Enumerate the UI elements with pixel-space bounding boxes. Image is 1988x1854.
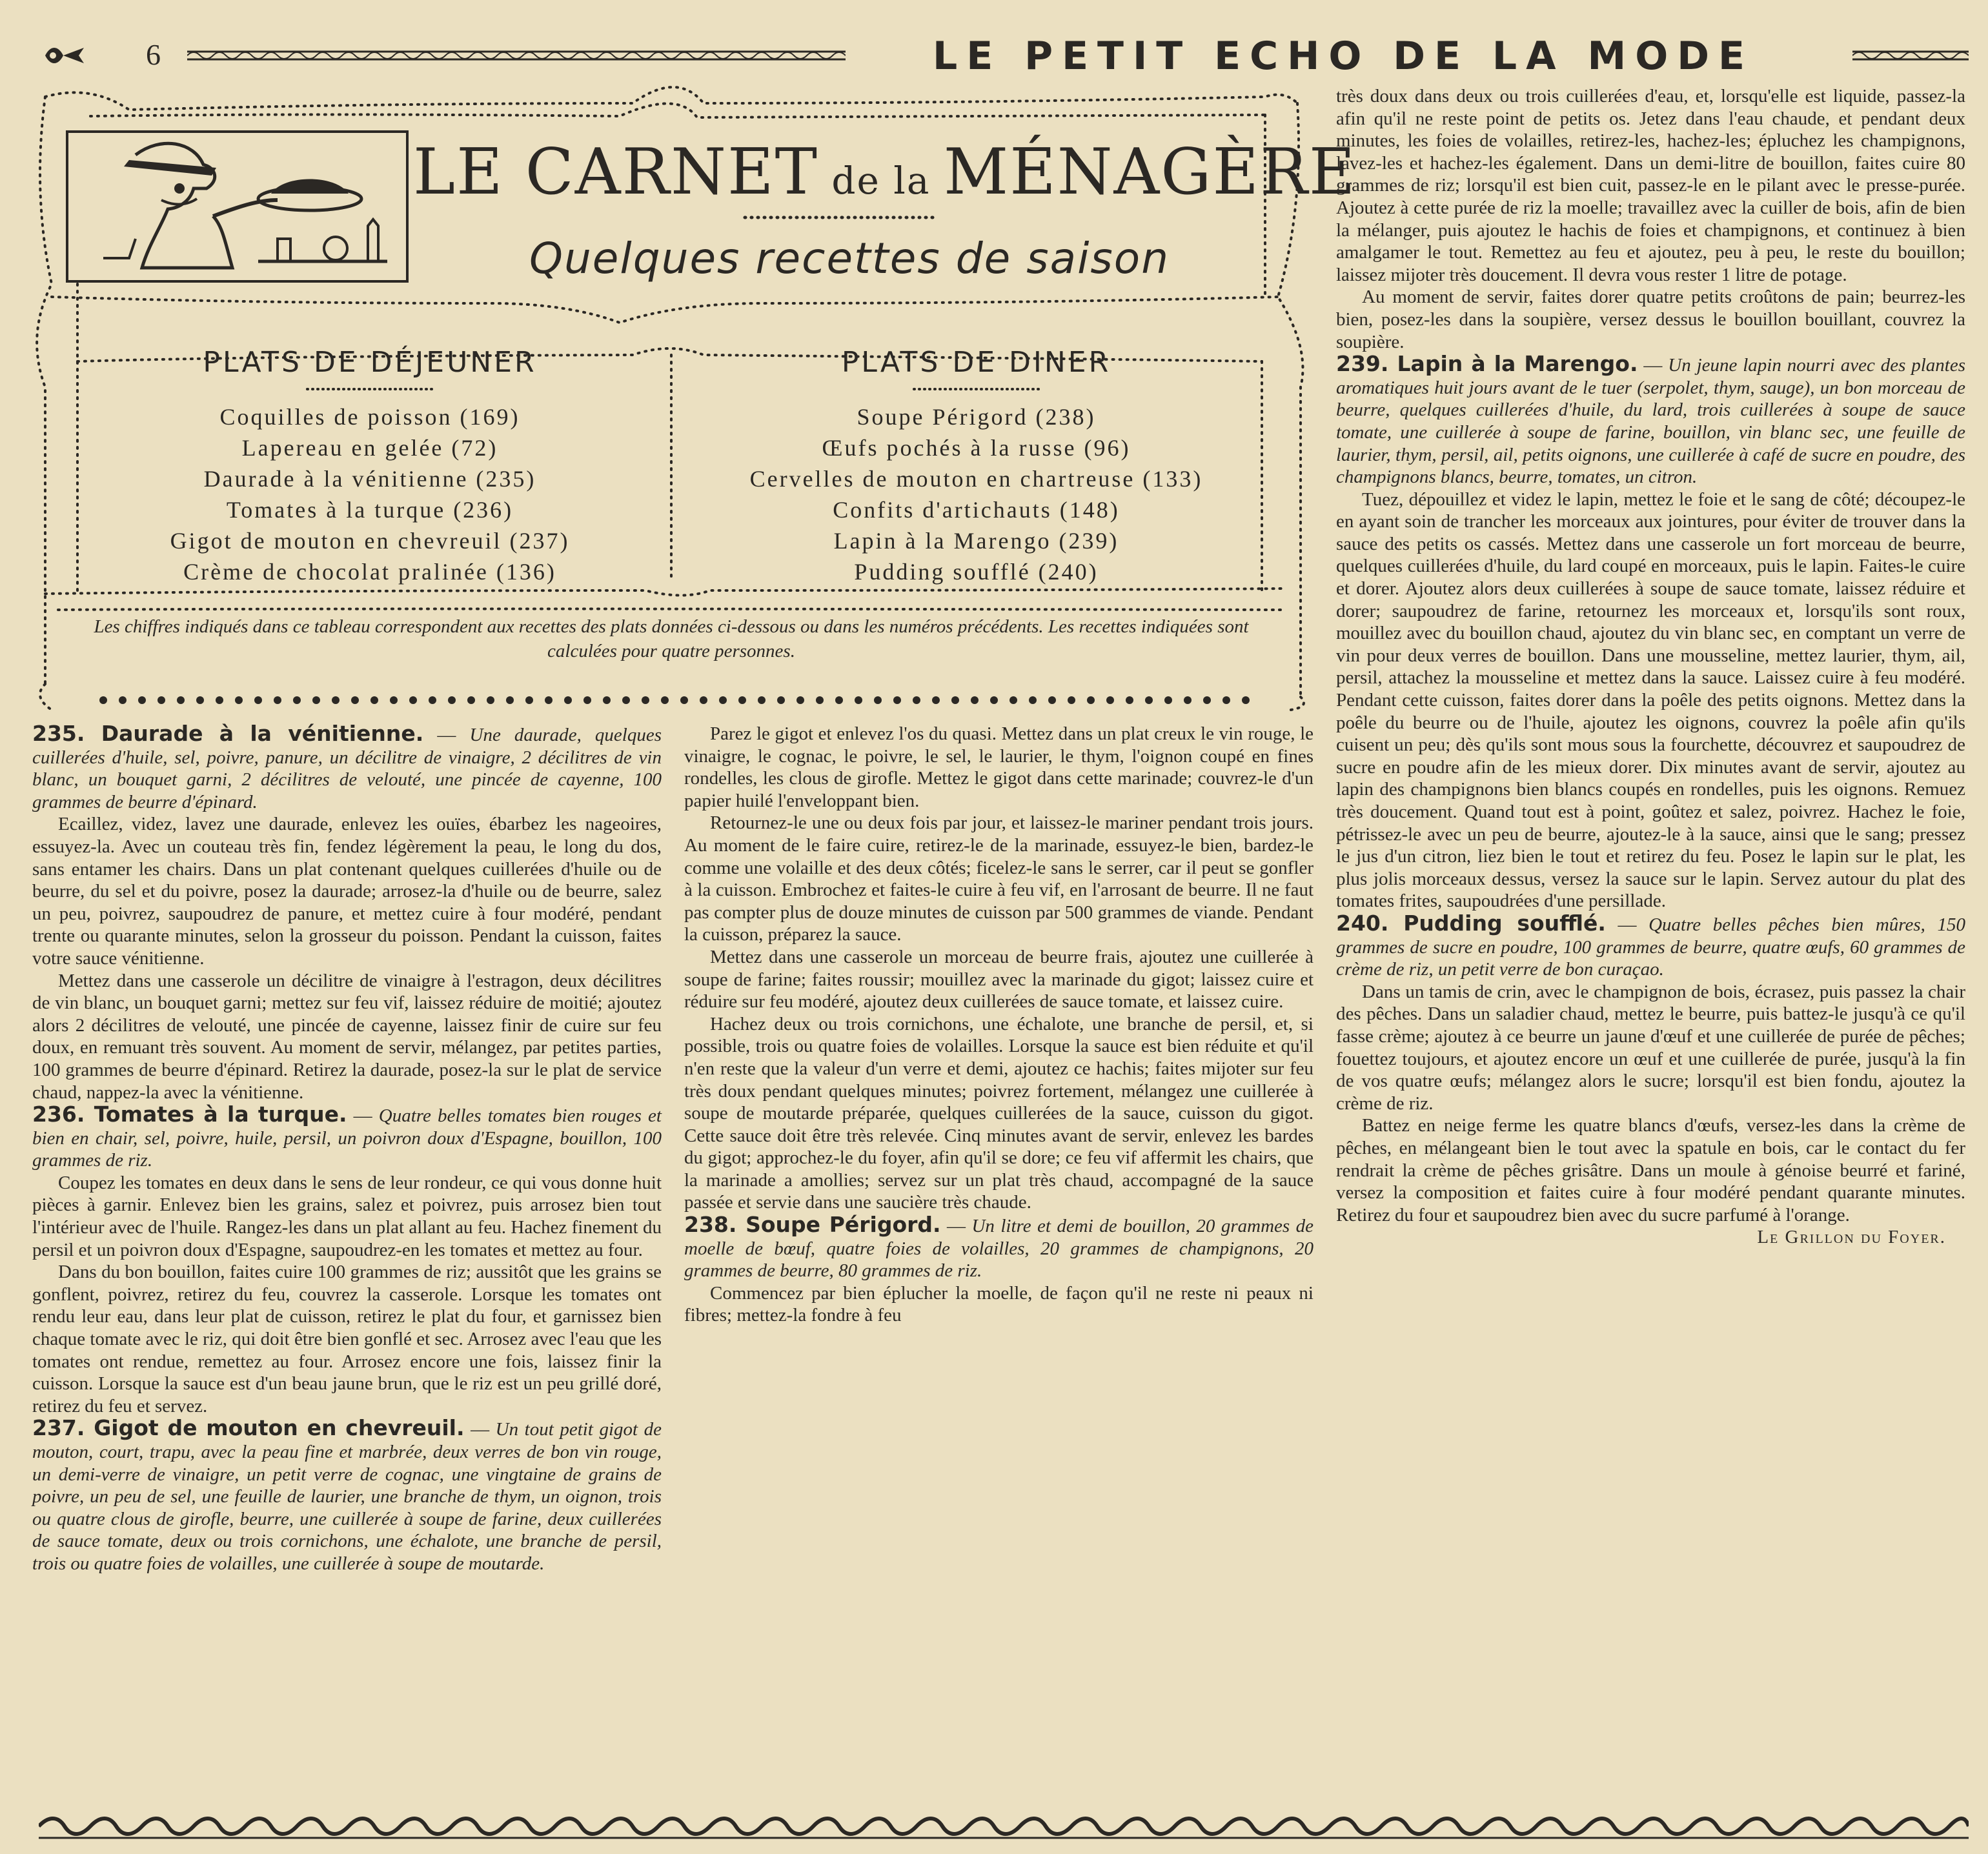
dinner-item: Cervelles de mouton en chartreuse (133) [749,466,1203,492]
recipe-paragraph: Tuez, dépouillez et videz le lapin, mettez le foie et le sang de côté; découpez-le en ayant soin de trancher les morceaux aux jointures, pour éviter de trouver dans la sauce des petits os cassés. Mettez dans une casserole un fort morceau de beurre, quelques cuillerées d'huile, du lard coupé en morceaux, puis le lapin. Faites-le cuire et dorer. Ajoutez alors deux cuillerées à soupe de sauce tomate, laissez réduire et dorer; saupoudrez de farine, retournez les morceaux et, lorsqu'ils sont roux, mouillez avec du bouillon chaud, ajoutez du vin blanc sec, en comptant un verre de vin pour deux verres de bouillon. Dans une mousseline, mettez laurier, thym, ail, persil, attachez la mousseline et mettez dans la sauce. Laissez cuire à feu modéré. Pendant cette cuisson, faites dorer dans la poêle des petits oignons. Mettez dans la poêle du beurre ou de l'huile, ajoutez les oignons, couvrez la poêle afin qu'ils cuisent un peu; dès qu'ils sont mous sous la fourchette, découvrez et saupoudrez de sucre en poudre afin de les mieux dorer. Dix minutes avant de servir, ajoutez au lapin des champignons bien blancs coupés en rondelles, puis les oignons. Remuez très doucement. Quand tout est à point, goûtez et salez, poivrez. Hachez le foie, pétrissez-le avec un peu de beurre, ajoutez-le à la sauce, ainsi que le sang; pressez le jus d'un citron, liez bien le tout et retirez du feu. Posez le lapin sur le plat, les plus jolis morceaux dessus, versez la sauce sur le lapin. Servez autour du plat des tomates frites, saupoudrées d'une persillade. [1336,489,1965,912]
title-part-menagere: MÉNAGÈRE [943,136,1357,209]
text-column-2 [684,723,1314,1807]
lunch-item: Lapereau en gelée (72) [241,435,498,461]
recipe-paragraph: Mettez dans une casserole un morceau de beurre frais, ajoutez une cuillerée à soupe de farine; faites roussir; mouillez avec la marinade du gigot; laissez cuire et réduire sur feu modéré, ajoutez deux cuillerées de sauce tomate, et laissez cuire. [684,946,1314,1013]
carnet-subtitle: Quelques recettes de saison [529,234,1170,283]
recipe-paragraph: Commencez par bien éplucher la moelle, de façon qu'il ne reste ni peaux ni fibres; mettez-la fondre à feu [684,1282,1314,1326]
cook-illustration-icon [65,129,410,284]
recipe-title: 240. Pudding soufflé. [1336,910,1606,936]
recipe-ingredients: Une daurade, quelques cuillerées d'huile, sel, poivre, panure, un décilitre de vinaigre, 2 décilitres de vin blanc, un bouquet garni, 2 décilitres de velouté, une pincée de cayenne, 100 grammes de beurre d'épinard. [32,725,662,812]
header-rule-left [187,48,846,63]
header-rule-right [1852,48,1969,63]
recipe-paragraph: Hachez deux ou trois cornichons, une échalote, une branche de persil, et, si possible, trois ou quatre foies de volailles. Lorsque la sauce est bien réduite et qu'il n'en reste que la valeur d'un verre et demi, ajoutez ce hachis; faites mijoter sur feu très doux pendant quelques minutes; poivrez fortement, mélangez une cuillerée à soupe de moutarde préparée, quelques cuillerées de la sauce, cuisson du gigot. Cette sauce doit être très relevée. Cinq minutes avant de servir, enlevez les bardes du gigot; approchez-le du foyer, afin qu'il se dore; ce feu vif affermit les chairs, que la marinade a amollies; servez sur un plat très chaud, accompagné de la sauce passée et servie dans une saucière très chaude. [684,1013,1314,1213]
recipe-title: 238. Soupe Périgord. [684,1212,941,1238]
recipe-237-intro [32,1417,662,1575]
recipe-dash: — [1638,355,1669,376]
recipe-paragraph: Dans du bon bouillon, faites cuire 100 grammes de riz; aussitôt que les grains se gonflent, poivrez, retirez du feu, couvrez la casserole. Lorsque les tomates ont rendu leur eau, dans leur plat de cuisson, retirez le plat du four, et garnissez bien chaque tomate avec le riz, qui doit être bien gonflé et sec. Arrosez avec l'eau que les tomates ont rendue, remettez au four. Arrosez encore une fois, laissez finir la cuisson. Lorsque la sauce est d'un beau jaune brun, que le riz est un peu grillé doré, retirez du feu et servez. [32,1262,662,1416]
lunch-item: Tomates à la turque (236) [226,497,514,523]
recipe-dash: — [940,1216,972,1237]
recipe-dash: — [423,725,470,745]
text-column-1 [32,723,662,1807]
recipe-paragraph: Battez en neige ferme les quatre blancs d'œufs, versez-les dans la crème de pêches, en mélangeant bien le tout avec la spatule en bois, car le contact du fer rendrait la crème de pêches grisâtre. Dans un moule à génoise beurré et fariné, versez la composition et faites cuire à four modéré pendant quarante minutes. Retirez du four et saupoudrez bien avec du sucre parfumé à l'orange. [1336,1115,1965,1225]
dinner-item: Soupe Périgord (238) [857,404,1096,430]
recipe-paragraph: Ecaillez, videz, lavez une daurade, enlevez les ouïes, ébarbez les nageoires, essuyez-la. Avec un couteau très fin, fendez légèrement la peau, le long du dos, sans entamer les chairs. Dans un plat contenant quelques cuillerées d'huile ou de beurre, du sel et du poivre, posez la daurade; arrosez-la d'huile ou de beurre, salez un peu, poivrez, saupoudrez de panure, et mettez cuire à four modéré, pendant trente ou quarante minutes, selon la grosseur du poisson. Pendant la cuisson, faites votre sauce vénitienne. [32,814,662,969]
lunch-item: Coquilles de poisson (169) [219,404,520,430]
dinner-item: Lapin à la Marengo (239) [833,528,1119,554]
carnet-title [413,136,1357,209]
recipe-238-intro [684,1214,1314,1282]
recipe-dash: — [1605,914,1649,935]
recipe-title: 239. Lapin à la Marengo. [1336,351,1638,377]
text-column-3 [1336,85,1965,1808]
lunch-heading: PLATS DE DÉJEUNER [203,346,537,379]
recipe-paragraph: très doux dans deux ou trois cuillerées d'eau, et, lorsqu'elle est liquide, passez-la afin qu'il ne reste point de petits os. Jetez dans l'eau chaude, et pendant deux minutes, les foies de volailles, retirez-les, hachez-les; épluchez les champignons, lavez-les et hachez-les également. Dans un demi-litre de bouillon, faites cuire 80 grammes de riz; lorsqu'il est bien cuit, passez-le en le pilant avec le presse-purée. Ajoutez à cette purée de riz la moelle; travaillez avec la cuiller de bois, afin de bien la mélanger, puis ajoutez le hachis de foies et champignons, et continuez à bien amalgamer le tout. Remettez au feu et ajoutez, peu à peu, le reste du bouillon; laissez mijoter très doucement. Il devra vous rester 1 litre de potage. [1336,86,1965,285]
dinner-item: Œufs pochés à la russe (96) [822,435,1131,461]
recipe-title: 236. Tomates à la turque. [32,1102,347,1127]
recipe-235-intro [32,723,662,813]
dinner-item: Confits d'artichauts (148) [833,497,1120,523]
recipe-dash: — [347,1105,379,1127]
lunch-menu [96,343,644,587]
recipe-ingredients: Un litre et demi de bouillon, 20 grammes de moelle de bœuf, quatre foies de volailles, 20 grammes de champignons, 20 grammes de beurre, 80 grammes de riz. [684,1216,1314,1282]
recipe-ingredients: Un tout petit gigot de mouton, court, trapu, avec la peau fine et marbrée, deux verres de bon vin rouge, un demi-verre de vinaigre, un petit verre de cognac, une vingtaine de grains de poivre, un peu de sel, une feuille de laurier, une branche de thym, un oignon, trois ou quatre clous de girofle, beurre, une cuillerée à soupe de farine, deux cuillerées de sauce tomate, deux ou trois cornichons, une échalote, une branche de persil, trois ou quatre foies de volailles, une cuillerée à soupe de moutarde. [32,1419,662,1574]
recipe-239-intro [1336,353,1965,489]
lunch-item: Daurade à la vénitienne (235) [203,466,536,492]
box-footnote: Les chiffres indiqués dans ce tableau correspondent aux recettes des plats données ci-dessous ou dans les numéros précédents. Les recettes indiquées sont calculées pour quatre personnes. [94,616,1249,661]
masthead-title: LE PETIT ECHO DE LA MODE [932,34,1754,79]
author-signature: Le Grillon du Foyer. [1757,1227,1946,1248]
title-part-carnet: LE CARNET [413,136,818,209]
title-part-de-la: de la [818,159,944,203]
fleuron-ornament-icon [44,43,85,68]
recipe-236-intro [32,1103,662,1172]
dinner-dot-rule [912,386,1041,392]
recipe-dash: — [464,1419,496,1440]
lunch-item: Gigot de mouton en chevreuil (237) [170,528,570,554]
recipe-paragraph: Dans un tamis de crin, avec le champignon de bois, écrasez, puis passez la chair des pêches. Dans un saladier chaud, mettez le beurre, puis battez-le jusqu'à ce qu'il fasse crème; ajoutez à ce beurre un jaune d'œuf et une cuillerée de purée de pêches; fouettez toujours, et ajoutez encore un œuf et une cuillerée de purée, jusqu'à la fin de vos quatre œufs; mélangez alors le sucre; lorsqu'il est bien fondu, ajoutez la crème de riz. [1336,981,1965,1114]
title-dot-rule [742,213,936,222]
recipe-paragraph: Parez le gigot et enlevez l'os du quasi. Mettez dans un plat creux le vin rouge, le vinaigre, le cognac, le poivre, le sel, le laurier, le thym, l'oignon coupé en fines rondelles, les clous de girofle. Mettez le gigot dans cette marinade; couvrez-le d'un papier huilé l'enveloppant bien. [684,723,1314,811]
recipe-paragraph: Mettez dans une casserole un décilitre de vinaigre à l'estragon, deux décilitres de vin blanc, un bouquet garni; mettez sur feu vif, laissez réduire de moitié; ajoutez alors 2 décilitres de velouté, une pincée de cayenne, laissez finir de cuire sur feu doux, en remuant très souvent. Au moment de servir, mélangez, par petites parties, 100 grammes de beurre d'épinard. Retirez la daurade, posez-la sur le plat de service chaud, nappez-la avec la vénitienne. [32,970,662,1103]
page-header [26,34,1969,85]
dinner-menu [697,343,1255,587]
recipe-ingredients: Quatre belles pêches bien mûres, 150 grammes de sucre en poudre, 100 grammes de beurre, quatre œufs, 60 grammes de crème de riz, un petit verre de bon curaçao. [1336,914,1965,980]
dinner-item: Pudding soufflé (240) [854,559,1099,585]
recipe-paragraph: Retournez-le une ou deux fois par jour, et laissez-le mariner pendant trois jours. Au moment de le faire cuire, retirez-le de la marinade, essuyez-le bien, bardez-le comme une volaille et des deux côtés; ficelez-le sans le serrer, car il peut se gonfler à la cuisson. Embrochez et faites-le cuire à feu vif, en l'arrosant de beurre. Il ne faut pas compter plus de douze minutes de cuisson par 500 grammes de viande. Pendant la cuisson, préparez la sauce. [684,812,1314,945]
recipe-240-intro [1336,912,1965,981]
recipe-paragraph: Coupez les tomates en deux dans le sens de leur rondeur, ce qui vous donne huit pièces à garnir. Enlevez bien les grains, salez et poivrez, puis arrosez bien tout l'intérieur avec de l'huile. Rangez-les dans un plat allant au feu. Hachez finement du persil et un poivron doux d'Espagne, saupoudrez-en les tomates et mettez au four. [32,1172,662,1260]
dinner-heading: PLATS DE DINER [841,346,1111,379]
recipe-paragraph: Au moment de servir, faites dorer quatre petits croûtons de pain; beurrez-les bien, posez-les dans la soupière, versez dessus le bouillon bouillant, couvrez la soupière. [1336,287,1965,352]
lunch-dot-rule [305,386,434,392]
page-number: 6 [146,38,161,71]
recipe-title: 237. Gigot de mouton en chevreuil. [32,1415,465,1441]
lunch-item: Crème de chocolat pralinée (136) [183,559,556,585]
bottom-ornamental-border [39,1813,1969,1839]
recipe-title: 235. Daurade à la vénitienne. [32,721,424,746]
recipe-ingredients: Un jeune lapin nourri avec des plantes aromatiques huit jours avant de le tuer (serpolet, thym, sauge), un bon morceau de beurre, quelques cuillerées d'huile, du lard, trois cuillerées à soupe de sauce tomate, une cuillerée à soupe de farine, bouillon, vin blanc sec, une feuille de laurier, thym, persil, ail, petits oignons, une cuillerée à café de sucre en poudre, des champignons blancs, beurre, tomates, un citron. [1336,355,1966,488]
recipe-ingredients: Quatre belles tomates bien rouges et bien en chair, sel, poivre, huile, persil, un poivron doux d'Espagne, bouillon, 100 grammes de riz. [32,1105,662,1171]
